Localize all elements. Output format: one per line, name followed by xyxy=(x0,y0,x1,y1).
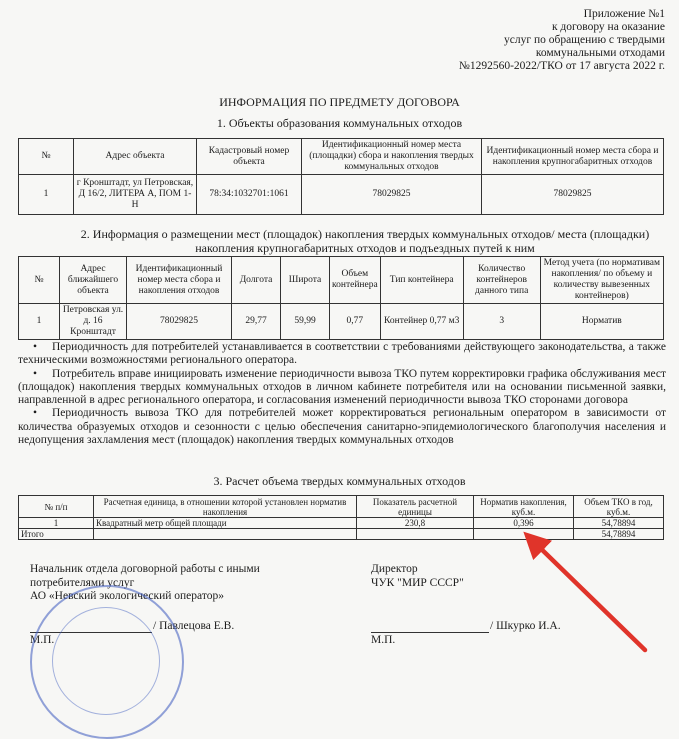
table-cell: Квадратный метр общей площади xyxy=(94,518,357,529)
bullet-icon: • xyxy=(32,407,38,420)
table-cell: 78029825 xyxy=(127,304,232,340)
col-header: Метод учета (по нормативам накопления/ по объему и количеству вывезенных контейнеров) xyxy=(540,257,663,304)
table-cell: 29,77 xyxy=(232,304,281,340)
signatory-line: Директор xyxy=(371,563,418,575)
header-line: к договору на оказание xyxy=(551,21,665,33)
col-header: Расчетная единица, в отношении которой установлен норматив накопления xyxy=(94,496,357,518)
signatory-line: АО «Невский экологический оператор» xyxy=(30,590,224,602)
table-cell: Петровская ул. д. 16 Кронштадт xyxy=(60,304,127,340)
bullet-icon: • xyxy=(32,367,38,380)
table-cell: 0,77 xyxy=(330,304,381,340)
document-title: ИНФОРМАЦИЯ ПО ПРЕДМЕТУ ДОГОВОРА xyxy=(219,95,460,109)
paragraph: • Периодичность вывоза ТКО для потребителей может корректироваться региональным оператором в зависимости от количества образуемых отходов и сезонности с целью обеспечения санитарно-эпидемиологического благополучия населения и недопущения захламления мест (площадок) накопления твердых коммунальных отходов xyxy=(18,407,666,447)
table-cell: Контейнер 0,77 м3 xyxy=(380,304,463,340)
header-line: услуг по обращению с твердыми xyxy=(504,34,665,46)
col-header: Идентификационный номер места сбора и накопления отходов xyxy=(127,257,232,304)
table-cell: 78029825 xyxy=(302,175,482,215)
table-cell: 78029825 xyxy=(482,175,664,215)
right-signatory-name: / Шкурко И.А. xyxy=(490,620,561,632)
table-cell: 1 xyxy=(19,304,60,340)
table-cell: 54,78894 xyxy=(574,518,664,529)
col-header: Объем контейнера xyxy=(330,257,381,304)
section3-heading: 3. Расчет объема твердых коммунальных отходов xyxy=(213,474,466,488)
bullet-icon: • xyxy=(32,341,38,353)
table-cell: 0,396 xyxy=(474,518,574,529)
col-header: Долгота xyxy=(232,257,281,304)
table-cell: 54,78894 xyxy=(574,529,664,540)
col-header: Адрес ближайшего объекта xyxy=(60,257,127,304)
col-header: Количество контейнеров данного типа xyxy=(463,257,540,304)
table-cell: Норматив xyxy=(540,304,663,340)
table-cell: Итого xyxy=(19,529,94,540)
signatory-line: потребителями услуг xyxy=(30,576,135,589)
table-cell: г Кронштадт, ул Петровская, Д 16/2, ЛИТЕРА А, ПОМ 1-Н xyxy=(74,175,197,215)
table-cell: 230,8 xyxy=(357,518,474,529)
col-header: Идентификационный номер места (площадки) сбора и накопления твердых коммунальных отходов xyxy=(302,139,482,175)
col-header: Норматив накопления, куб.м. xyxy=(474,496,574,518)
signatory-line: Начальник отдела договорной работы с иными xyxy=(30,563,260,575)
table-cell: 3 xyxy=(463,304,540,340)
col-header: Кадастровый номер объекта xyxy=(197,139,302,175)
signatory-line: ЧУК "МИР СССР" xyxy=(371,576,464,589)
col-header: Тип контейнера xyxy=(380,257,463,304)
section2-heading: 2. Информация о размещении мест (площадок) накопления твердых коммунальных отходов/ места (площадки) накопления крупногабаритных отходов и подъездных путей к ним xyxy=(80,227,650,255)
paragraph: • Потребитель вправе инициировать изменение периодичности вывоза ТКО путем корректировки графика обслуживания мест (площадок) накопления твердых коммунальных отходов в личном кабинете потребителя или на основании письменной заявки, направленной в адрес регионального оператора, и согласования изменений периодичности вывоза ТКО сторонами договора xyxy=(18,367,666,407)
table-cell: 59,99 xyxy=(281,304,330,340)
table-cell: 78:34:1032701:1061 xyxy=(197,175,302,215)
table-cell: 1 xyxy=(19,175,74,215)
header-line: №1292560-2022/ТКО от 17 августа 2022 г. xyxy=(458,60,665,72)
col-header: Показатель расчетной единицы xyxy=(357,496,474,518)
col-header: Объем ТКО в год, куб.м. xyxy=(574,496,664,518)
paragraph: • Периодичность для потребителей устанавливается в соответствии с требованиями действующего законодательства, а также техническими возможностями регионального оператора. xyxy=(18,341,666,367)
left-signatory-name: / Павлецова Е.В. xyxy=(153,620,235,632)
col-header: № п/п xyxy=(19,496,94,518)
header-line: коммунальными отходами xyxy=(535,47,665,59)
col-header: Адрес объекта xyxy=(74,139,197,175)
stamp-place-label: М.П. xyxy=(371,634,396,646)
table-cell: 1 xyxy=(19,518,94,529)
col-header: № xyxy=(19,257,60,304)
stamp-place-label: М.П. xyxy=(30,634,55,646)
header-line: Приложение №1 xyxy=(583,8,665,20)
col-header: Идентификационный номер места сбора и накопления крупногабаритных отходов xyxy=(482,139,664,175)
col-header: Широта xyxy=(281,257,330,304)
section1-heading: 1. Объекты образования коммунальных отходов xyxy=(216,116,463,130)
col-header: № xyxy=(19,139,74,175)
